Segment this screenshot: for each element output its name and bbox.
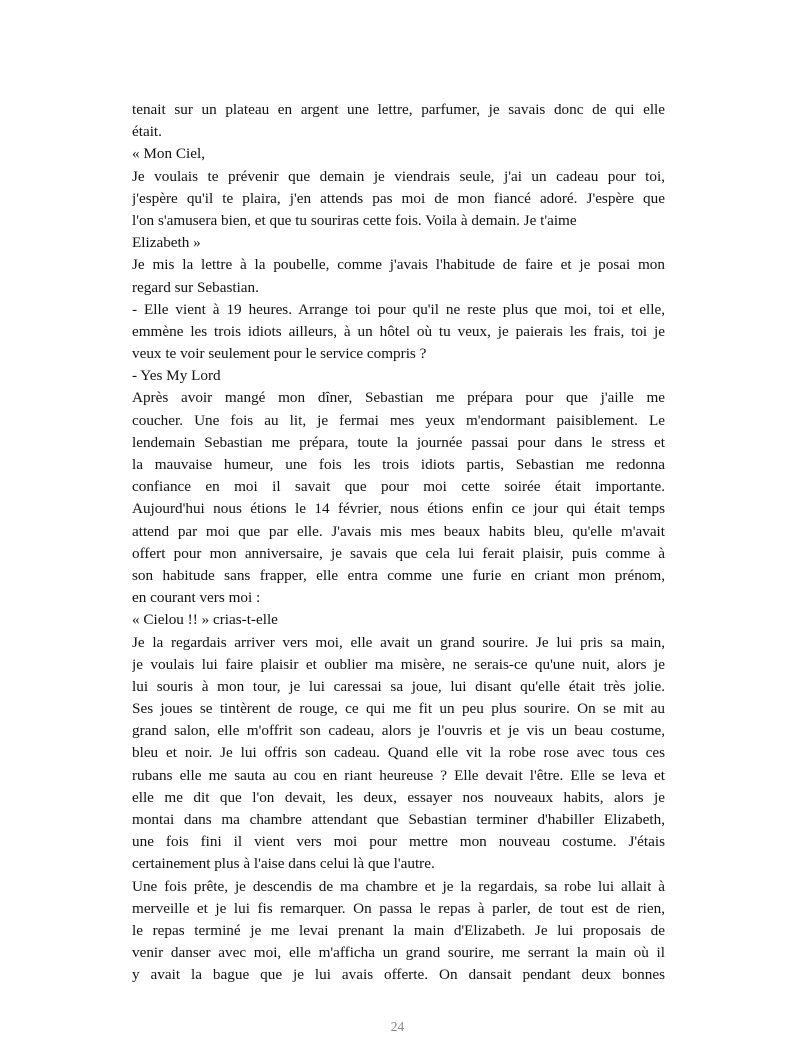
text-line: Je la regardais arriver vers moi, elle avait un grand sourire. Je lui pris sa main, (132, 633, 665, 651)
document-body (132, 99, 665, 987)
page-number: 24 (390, 1019, 405, 1034)
text-line: emmène les trois idiots ailleurs, à un hôtel où tu veux, je paierais les frais, toi je (132, 322, 665, 340)
text-line: j'espère qu'il te plaira, j'en attends pas moi de mon fiancé adoré. J'espère que (132, 189, 665, 207)
text-line: la mauvaise humeur, une fois les trois idiots partis, Sebastian me redonna (132, 456, 665, 473)
text-line: confiance en moi il savait que pour moi cette soirée était importante. (132, 478, 665, 496)
text-line: lui souris à mon tour, je lui caressai sa joue, lui disant qu'elle était très jolie. (132, 677, 665, 695)
text-line: grand salon, elle m'offrit son cadeau, alors je l'ouvris et je vis un beau costume, (132, 722, 665, 740)
text-line: offert pour mon anniversaire, je savais que cela lui ferait plaisir, puis comme à (132, 544, 665, 562)
text-line: bleu et noir. Je lui offris son cadeau. Quand elle vit la robe rose avec tous ces (132, 744, 665, 762)
text-line: je voulais lui faire plaisir et oublier ma misère, ne serais-ce qu'une nuit, alors je (132, 655, 665, 673)
text-line: le repas terminé je me levai prenant la main d'Elizabeth. Je lui proposais de (132, 921, 665, 939)
text-line: lendemain Sebastian me prépara, toute la journée passai pour dans le stress et (132, 433, 665, 451)
text-line: son habitude sans frapper, elle entra comme une furie en criant mon prénom, (132, 566, 665, 584)
text-line: « Mon Ciel, (132, 145, 205, 163)
text-line: veux te voir seulement pour le service compris ? (132, 345, 427, 363)
text-line: montai dans ma chambre attendant que Sebastian terminer d'habiller Elizabeth, (132, 811, 665, 828)
text-line: Ses joues se tintèrent de rouge, ce qui me fit un peu plus sourire. On se mit au (132, 700, 665, 718)
text-line: certainement plus à l'aise dans celui là que l'autre. (132, 855, 435, 873)
text-line: en courant vers moi : (132, 589, 261, 607)
text-line: Après avoir mangé mon dîner, Sebastian me prépara pour que j'aille me (132, 389, 665, 407)
text-line: l'on s'amusera bien, et que tu souriras cette fois. Voila à demain. Je t'aime (132, 211, 577, 229)
text-line: regard sur Sebastian. (132, 278, 259, 296)
text-line: - Yes My Lord (132, 367, 221, 385)
text-line: Aujourd'hui nous étions le 14 février, nous étions enfin ce jour qui était temps (132, 500, 665, 518)
text-line: - Elle vient à 19 heures. Arrange toi pour qu'il ne reste plus que moi, toi et elle, (132, 300, 665, 318)
text-line: merveille et je lui fis remarquer. On passa le repas à parler, de tout est de rien, (132, 899, 665, 917)
text-line: attend par moi que par elle. J'avais mis mes beaux habits bleu, qu'elle m'avait (132, 522, 665, 540)
text-line: elle me dit que l'on devait, les deux, essayer nos nouveaux habits, alors je (132, 788, 665, 806)
text-line: venir danser avec moi, elle m'afficha un grand sourire, me serrant la main où il (132, 944, 665, 962)
text-line: « Cielou !! » crias-t-elle (132, 611, 278, 629)
text-line: Une fois prête, je descendis de ma chambre et je la regardais, sa robe lui allait à (132, 877, 665, 895)
text-line: coucher. Une fois au lit, je fermai mes yeux m'endormant paisiblement. Le (132, 411, 665, 429)
text-line: Je voulais te prévenir que demain je viendrais seule, j'ai un cadeau pour toi, (132, 167, 665, 185)
text-line: tenait sur un plateau en argent une lettre, parfumer, je savais donc de qui elle (132, 101, 665, 118)
text-line: était. (132, 123, 162, 141)
text-line: Je mis la lettre à la poubelle, comme j'avais l'habitude de faire et je posai mon (132, 256, 665, 274)
text-line: une fois fini il vient vers moi pour mettre mon nouveau costume. J'étais (132, 833, 665, 851)
text-line: rubans elle me sauta au cou en riant heureuse ? Elle devait l'être. Elle se leva et (132, 766, 665, 784)
text-line: Elizabeth » (132, 234, 201, 252)
text-line: y avait la bague que je lui avais offerte. On dansait pendant deux bonnes (132, 966, 665, 984)
